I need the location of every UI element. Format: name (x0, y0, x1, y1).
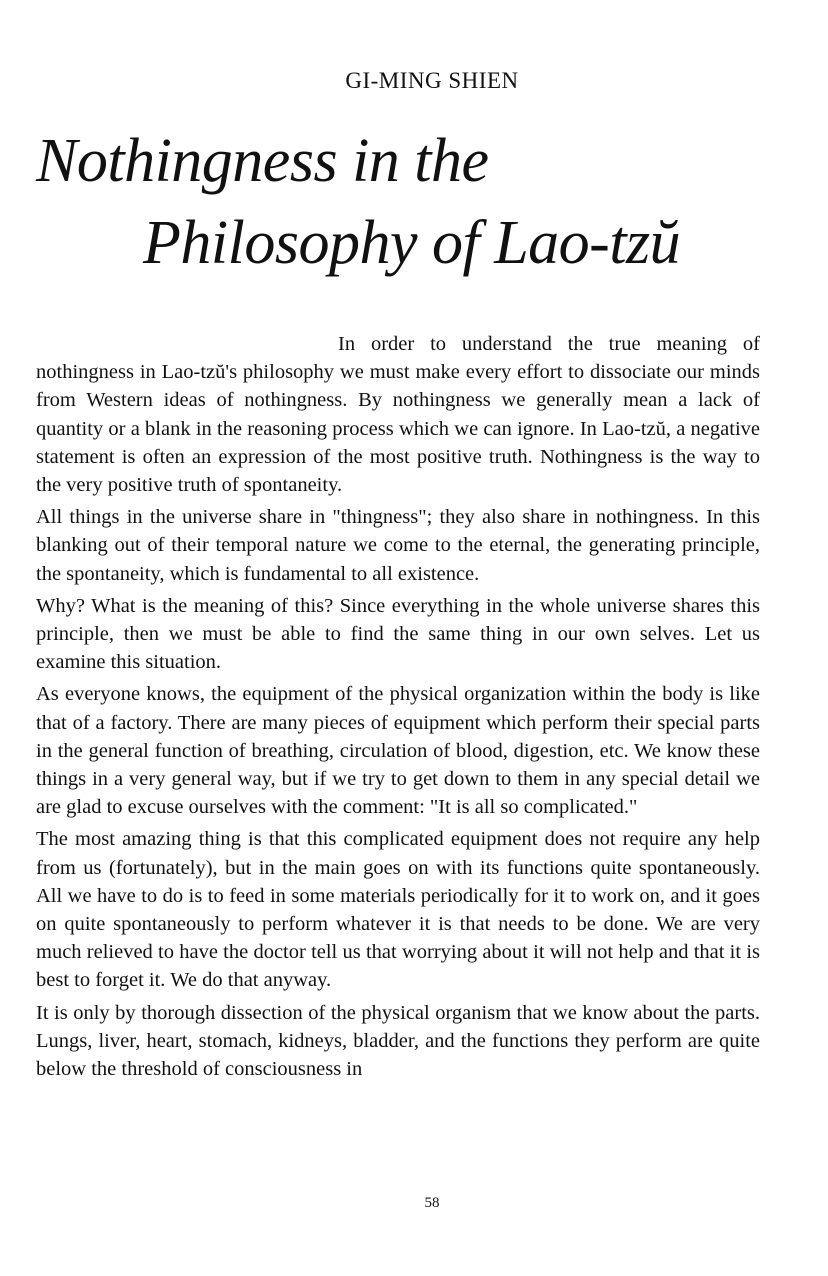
chapter-title-line-1: Nothingness in the (36, 127, 489, 195)
paragraph: As everyone knows, the equipment of the physical organization within the body is like that of a factory. There are many pieces of equipment which perform their special parts in the general function of breathing, circulation of blood, digestion, etc. We know these things in a very general way, but if we try to get down to them in any special detail we are glad to excuse ourselves with the comment: "It is all so complicated." (36, 683, 760, 819)
paragraph: It is only by thorough dissection of the physical organism that we know about the parts. Lungs, liver, heart, stomach, kidneys, bladder, and the functions they perform are quite below the threshold of consciousness in (36, 1001, 760, 1081)
author-name: GI-MING SHIEN (345, 68, 519, 93)
chapter-title-line-2: Philosophy of Lao-tzŭ (143, 209, 681, 277)
body-text (36, 330, 760, 1083)
paragraph: All things in the universe share in "thingness"; they also share in nothingness. In this blanking out of their temporal nature we come to the eternal, the generating principle, the spontaneity, which is fundamental to all existence. (36, 506, 760, 585)
page-number: 58 (424, 1195, 440, 1211)
paragraph: Why? What is the meaning of this? Since everything in the whole universe shares this principle, then we must be able to find the same thing in our own selves. Let us examine this situation. (36, 594, 760, 674)
paragraph: The most amazing thing is that this complicated equipment does not require any help from us (fortunately), but in the main goes on with its functions quite spontaneously. All we have to do is to feed in some materials periodically for it to work on, and it goes on quite spontaneously to perform whatever it is that needs to be done. We are very much relieved to have the doctor tell us that worrying about it will not help and that it is best to forget it. We do that anyway. (36, 828, 760, 992)
paragraph: In order to understand the true meaning of nothingness in Lao-tzŭ's philosophy we must make every effort to dissociate our minds from Western ideas of nothingness. By nothingness we generally mean a lack of quantity or a blank in the reasoning process which we can ignore. In Lao-tzŭ, a negative statement is often an expression of the most positive truth. Nothingness is the way to the very positive truth of spontaneity. (36, 333, 760, 497)
